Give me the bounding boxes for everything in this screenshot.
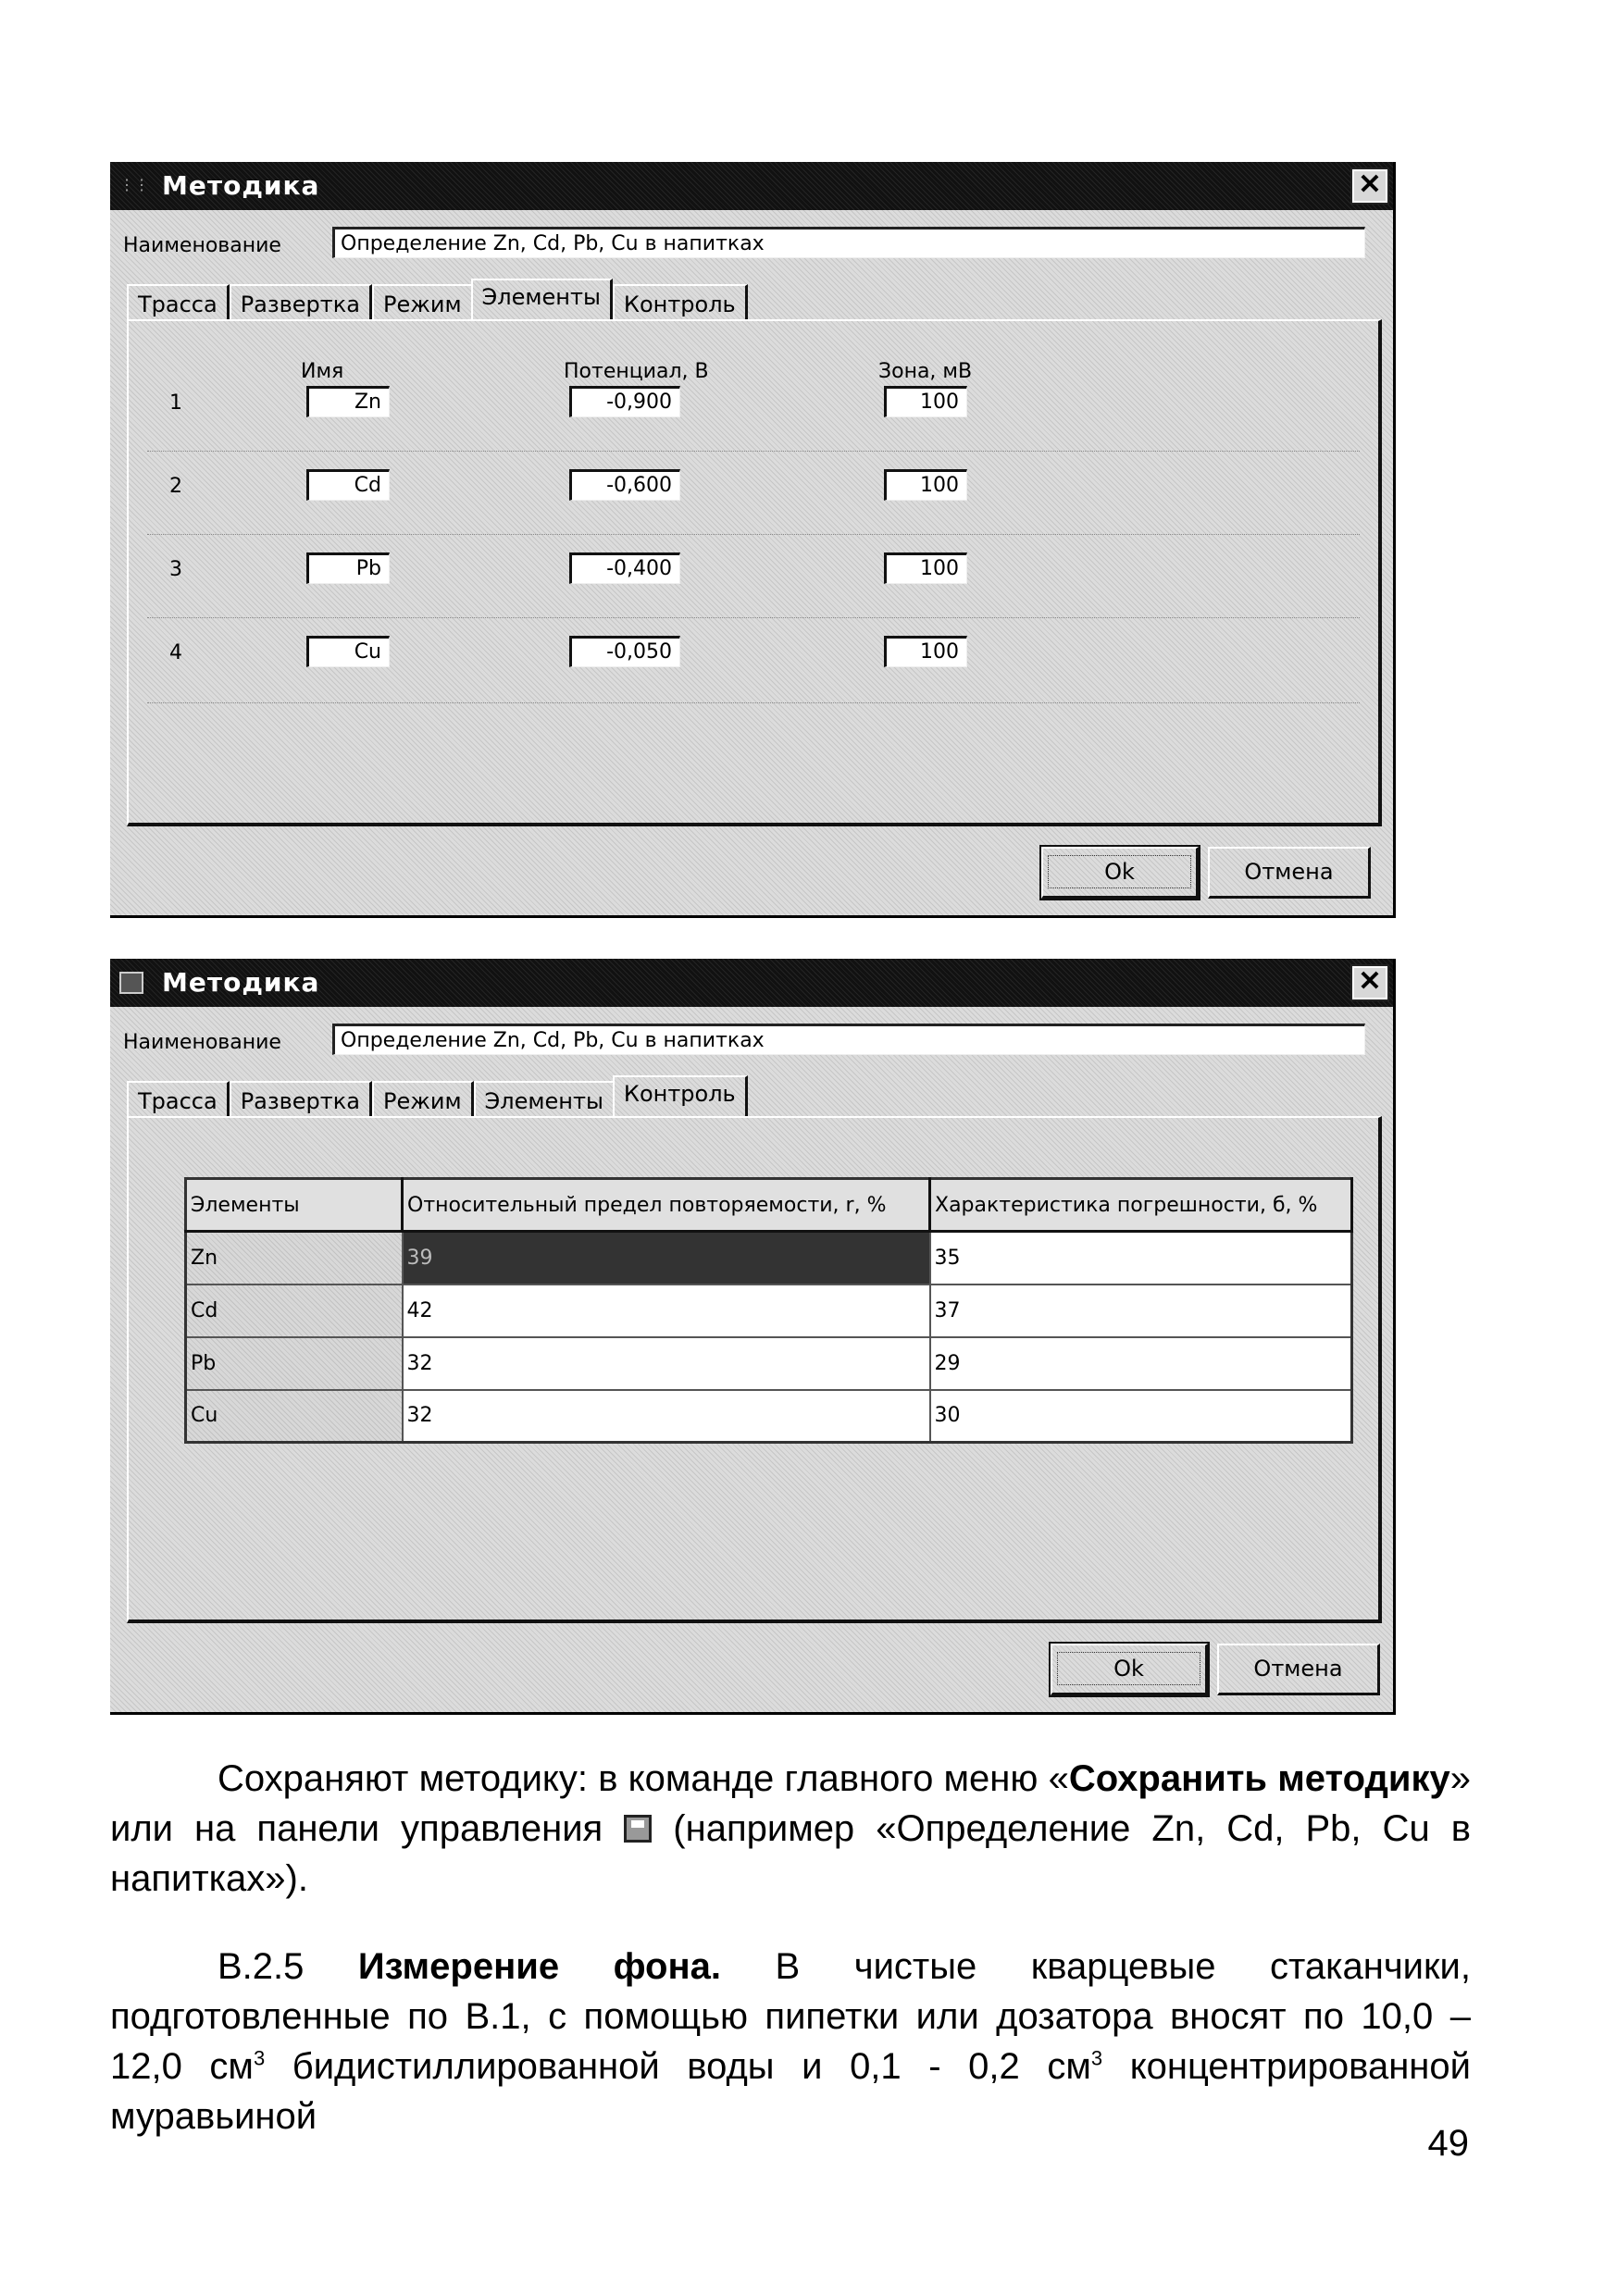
cancel-button[interactable]: Отмена: [1217, 1644, 1380, 1695]
row-number: 1: [169, 391, 182, 415]
page-number: 49: [1427, 2123, 1469, 2164]
tab-rezhim[interactable]: Режим: [372, 284, 471, 319]
error-cell[interactable]: 35: [930, 1232, 1352, 1285]
column-header[interactable]: Характеристика погрешности, б, %: [930, 1179, 1352, 1232]
element-cell: Cd: [186, 1285, 403, 1337]
error-cell[interactable]: 30: [930, 1390, 1352, 1443]
zone-field[interactable]: 100: [884, 552, 967, 584]
table-row: [186, 1285, 1352, 1337]
element-cell: Cu: [186, 1390, 403, 1443]
cancel-button[interactable]: Отмена: [1208, 847, 1371, 899]
zone-field[interactable]: 100: [884, 386, 967, 417]
tab-razvertka[interactable]: Развертка: [230, 1081, 372, 1116]
dialog-title: Методика: [162, 170, 320, 201]
name-label: Наименование: [123, 234, 281, 257]
element-cell: Zn: [186, 1232, 403, 1285]
text-span: бидистиллированной воды и 0,1 - 0,2 см: [292, 2046, 1091, 2087]
header-zone: Зона, мВ: [878, 360, 973, 383]
error-cell[interactable]: 29: [930, 1337, 1352, 1390]
element-name-field[interactable]: Zn: [306, 386, 390, 417]
bold-text: Измерение фона.: [357, 1946, 722, 1987]
bold-text: Сохранить методику: [1068, 1758, 1450, 1799]
name-input[interactable]: Определение Zn, Cd, Pb, Cu в напитках: [332, 1024, 1365, 1055]
header-name: Имя: [301, 360, 344, 383]
superscript: 3: [253, 2046, 266, 2070]
tab-kontrol[interactable]: Контроль: [613, 284, 748, 319]
error-cell[interactable]: 37: [930, 1285, 1352, 1337]
row-separator: [147, 617, 1360, 618]
row-number: 3: [169, 558, 182, 581]
name-label: Наименование: [123, 1031, 281, 1054]
tab-razvertka[interactable]: Развертка: [230, 284, 372, 319]
element-name-field[interactable]: Cu: [306, 636, 390, 667]
tab-elementy[interactable]: Элементы: [471, 279, 613, 319]
potential-field[interactable]: -0,600: [569, 469, 680, 501]
elements-panel: [127, 319, 1382, 826]
text-span: » или на панели управления: [110, 1758, 1471, 1849]
methodology-dialog-elements: [110, 162, 1396, 918]
dialog-title: Методика: [162, 967, 320, 998]
potential-field[interactable]: -0,400: [569, 552, 680, 584]
titlebar[interactable]: [110, 162, 1393, 210]
repeatability-cell[interactable]: 42: [403, 1285, 930, 1337]
close-button[interactable]: ✕: [1352, 966, 1387, 999]
paragraph-save-method: [110, 1754, 1471, 1904]
section-number: В.2.5: [218, 1946, 305, 1987]
control-table: [184, 1177, 1353, 1444]
zone-field[interactable]: 100: [884, 636, 967, 667]
tab-trassa[interactable]: Трасса: [127, 1081, 230, 1116]
table-header-row: [186, 1179, 1352, 1232]
ok-button-label: Ok: [1048, 855, 1191, 888]
control-panel: [127, 1116, 1382, 1623]
potential-field[interactable]: -0,900: [569, 386, 680, 417]
ok-button[interactable]: [1051, 1644, 1208, 1695]
tab-bar: [127, 279, 748, 319]
ok-button-label: Ok: [1057, 1652, 1200, 1685]
text-span: Сохраняют методику: в команде главного меню «: [218, 1758, 1069, 1799]
header-potential: Потенциал, В: [564, 360, 709, 383]
window-icon: ⋮⋮: [119, 178, 149, 193]
methodology-dialog-control: [110, 959, 1396, 1715]
ok-button[interactable]: [1041, 847, 1199, 899]
repeatability-cell[interactable]: 32: [403, 1390, 930, 1443]
text-span: В чистые кварцевые стаканчики, подготовленные по В.1, с помощью пипетки или дозатора вносят по 10,0 – 12,0 см: [110, 1946, 1471, 2087]
tab-elementy[interactable]: Элементы: [474, 1081, 613, 1116]
titlebar[interactable]: [110, 959, 1393, 1007]
column-header[interactable]: Элементы: [186, 1179, 403, 1232]
row-separator: [147, 702, 1360, 703]
doc-icon: [119, 972, 143, 994]
tab-rezhim[interactable]: Режим: [372, 1081, 474, 1116]
tab-kontrol[interactable]: Контроль: [613, 1075, 748, 1116]
zone-field[interactable]: 100: [884, 469, 967, 501]
superscript: 3: [1090, 2046, 1103, 2070]
table-row: [186, 1390, 1352, 1443]
paragraph-background-measurement: [110, 1942, 1471, 2141]
floppy-icon: [624, 1815, 652, 1843]
text-span: (например «Определение Zn, Cd, Pb, Cu в напитках»).: [110, 1808, 1471, 1899]
name-input[interactable]: Определение Zn, Cd, Pb, Cu в напитках: [332, 227, 1365, 258]
close-button[interactable]: ✕: [1352, 169, 1387, 203]
potential-field[interactable]: -0,050: [569, 636, 680, 667]
tab-trassa[interactable]: Трасса: [127, 284, 230, 319]
row-number: 4: [169, 641, 182, 664]
text-span: концентрированной муравьиной: [110, 2046, 1471, 2137]
element-cell: Pb: [186, 1337, 403, 1390]
row-separator: [147, 534, 1360, 535]
row-number: 2: [169, 475, 182, 498]
repeatability-cell[interactable]: 39: [403, 1232, 930, 1285]
tab-bar: [127, 1075, 748, 1116]
element-name-field[interactable]: Cd: [306, 469, 390, 501]
repeatability-cell[interactable]: 32: [403, 1337, 930, 1390]
element-name-field[interactable]: Pb: [306, 552, 390, 584]
column-header[interactable]: Относительный предел повторяемости, r, %: [403, 1179, 930, 1232]
table-row: [186, 1337, 1352, 1390]
table-row: [186, 1232, 1352, 1285]
row-separator: [147, 451, 1360, 452]
